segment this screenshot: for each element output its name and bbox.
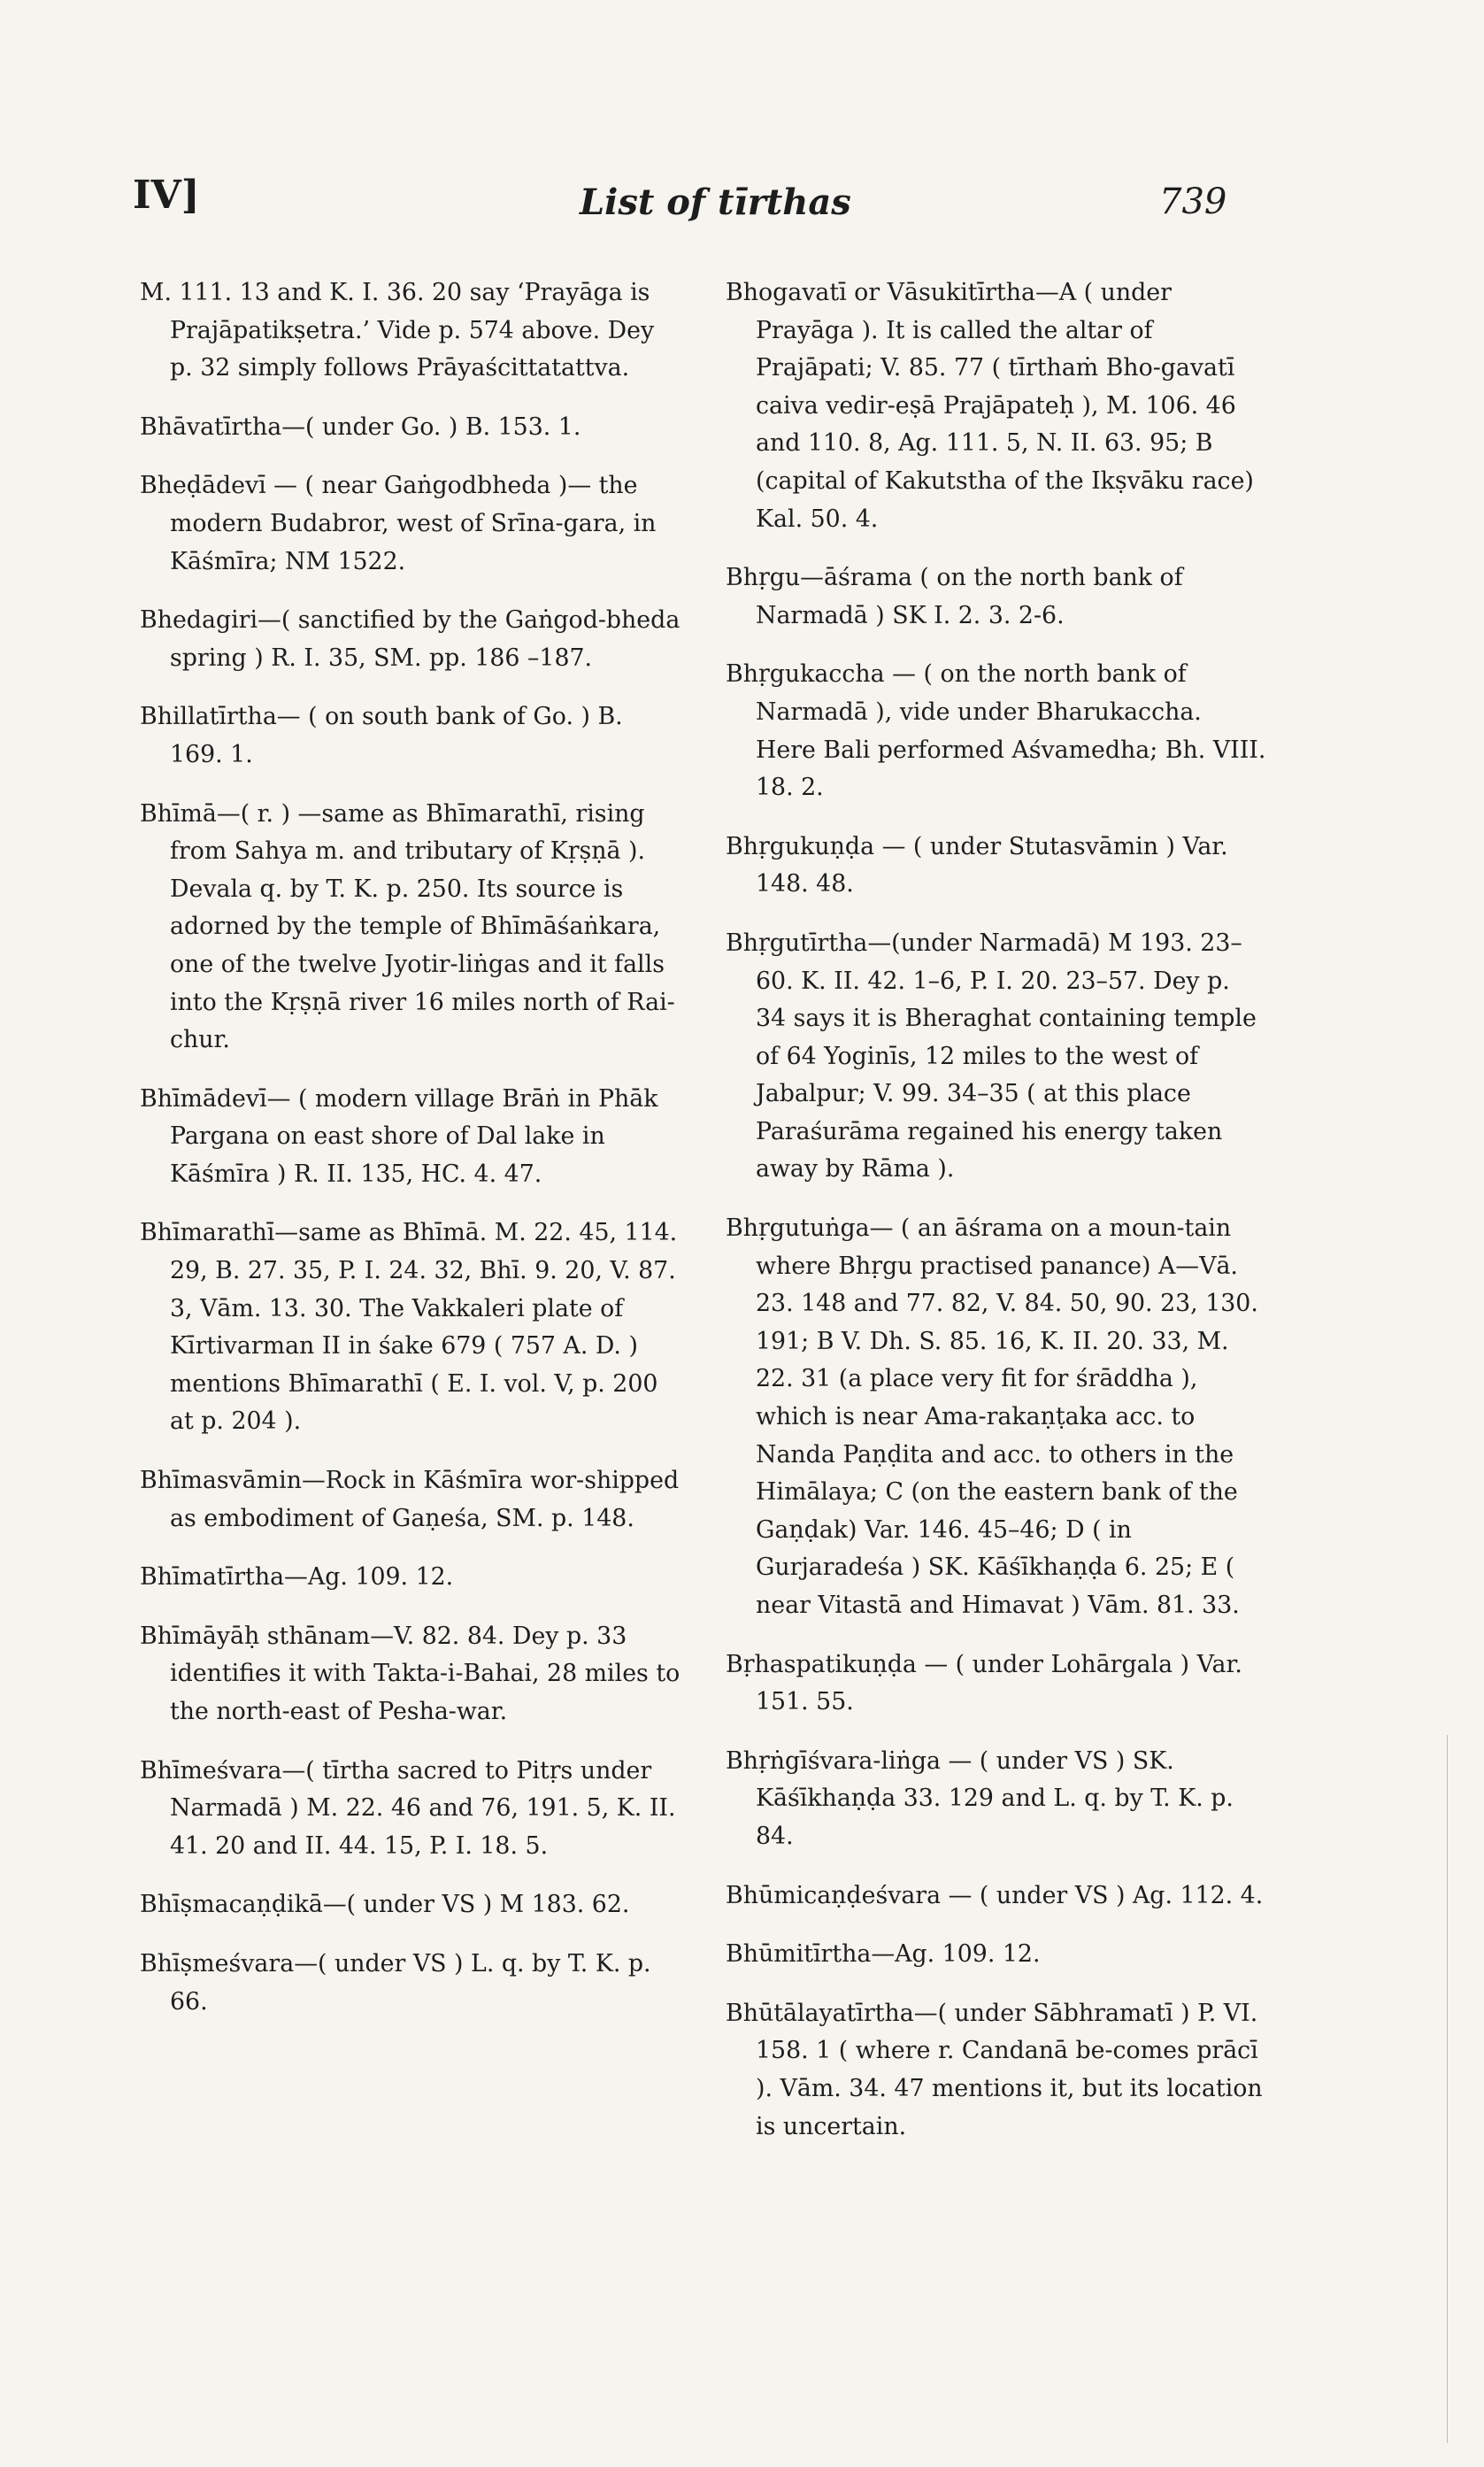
entry: Bhīmeśvara—( tīrtha sacred to Pitṛs under Narmadā ) M. 22. 46 and 76, 191. 5, K. II. 41. 20 and II. 44. 15, P. I. 18. 5. [140,1756,676,1860]
entry: Bhṛgutīrtha—(under Narmadā) M 193. 23–60. K. II. 42. 1–6, P. I. 20. 23–57. Dey p. 34 says it is Bheraghat containing temple of 64 Yoginīs, 12 miles to the west of Jabalpur; V. 99. 34–35 ( at this place Paraśurāma regained his energy taken away by Rāma ). [726,929,1257,1183]
entry: Bhedagiri—( sanctified by the Gaṅgod-bheda spring ) R. I. 35, SM. pp. 186 –187. [140,606,680,672]
entry: Bhūtālayatīrtha—( under Sābhramatī ) P. VI. 158. 1 ( where r. Candanā be-comes prācī ). Vām. 34. 47 mentions it, but its location is uncertain. [726,1999,1263,2140]
entry: Bhūmitīrtha—Ag. 109. 12. [726,1940,1041,1969]
entry: Bhillatīrtha— ( on south bank of Go. ) B. 169. 1. [140,703,623,768]
page-header [0,0,1484,266]
right-column [726,274,1267,2167]
entry: Bhīmasvāmin—Rock in Kāśmīra wor-shipped as embodiment of Gaṇeśa, SM. p. 148. [140,1467,680,1532]
entry: Bhīmāyāḥ sthānam—V. 82. 84. Dey p. 33 identifies it with Takta-i-Bahai, 28 miles to the north-east of Pesha-war. [140,1622,680,1725]
page-number: 739 [1159,181,1227,222]
entry: Bhṛgutuṅga— ( an āśrama on a moun-tain where Bhṛgu practised panance) A—Vā. 23. 148 and 77. 82, V. 84. 50, 90. 23, 130. 191; B V. Dh. S. 85. 16, K. II. 20. 33, M. 22. 31 (a place very fit for śrāddha ), which is near Ama-rakaṇṭaka acc. to Nanda Paṇḍita and acc. to others in the Himālaya; C (on the eastern bank of the Gaṇḍak) Var. 146. 45–46; D ( in Gurjaradeśa ) SK. Kāśīkhaṇḍa 6. 25; E ( near Vitastā and Himavat ) Vām. 81. 33. [726,1214,1258,1619]
entry: Bhīmarathī—same as Bhīmā. M. 22. 45, 114. 29, B. 27. 35, P. I. 24. 32, Bhī. 9. 20, V. 87. 3, Vām. 13. 30. The Vakkaleri plate of Kīrtivarman II in śake 679 ( 757 A. D. ) mentions Bhīmarathī ( E. I. vol. V, p. 200 at p. 204 ). [140,1219,678,1436]
entry: Bhṛgu—āśrama ( on the north bank of Narmadā ) SK I. 2. 3. 2-6. [726,564,1183,629]
entry: Bheḍādevī — ( near Gaṅgodbheda )— the modern Budabror, west of Srīna-gara, in Kāśmīra; NM 1522. [140,472,657,575]
entry: Bhīmatīrtha—Ag. 109. 12. [140,1563,454,1592]
entry: Bhūmicaṇḍeśvara — ( under VS ) Ag. 112. 4. [726,1881,1264,1909]
section-marker: IV] [133,173,200,218]
margin-rule [1447,1735,1448,2443]
entry: Bhīṣmeśvara—( under VS ) L. q. by T. K. p. 66. [140,1949,651,2016]
running-title: List of tīrthas [580,181,851,223]
entry: Bhogavatī or Vāsukitīrtha—A ( under Prayāga ). It is called the altar of Prajāpati; V. 85. 77 ( tīrthaṁ Bho-gavatī caiva vedir-eṣā Prajāpateḥ ), M. 106. 46 and 110. 8, Ag. 111. 5, N. II. 63. 95; B (capital of Kakutstha of the Ikṣvāku race) Kal. 50. 4. [726,279,1254,533]
entry: Bhṛgukuṇḍa — ( under Stutasvāmin ) Var. 148. 48. [726,832,1228,898]
entry: Bhṛgukaccha — ( on the north bank of Narmadā ), vide under Bharukaccha. Here Bali performed Aśvamedha; Bh. VIII. 18. 2. [726,660,1266,802]
entry: Bhīmādevī— ( modern village Brāṅ in Phāk Pargana on east shore of Dal lake in Kāśmīra ) R. II. 135, HC. 4. 47. [140,1084,658,1188]
entry: Bhṛṅgīśvara-liṅga — ( under VS ) SK. Kāśīkhaṇḍa 33. 129 and L. q. by T. K. p. 84. [726,1746,1234,1850]
entry: Bhīṣmacaṇḍikā—( under VS ) M 183. 62. [140,1891,630,1919]
left-column [140,274,681,2042]
entry: Bhīmā—( r. ) —same as Bhīmarathī, rising from Sahya m. and tributary of Kṛṣṇā ). Devala q. by T. K. p. 250. Its source is adorned by the temple of Bhīmāśaṅkara, one of the twelve Jyotir-liṅgas and it falls into the Kṛṣṇā river 16 miles north of Rai-chur. [140,799,675,1054]
entry: Bhāvatīrtha—( under Go. ) B. 153. 1. [140,412,581,441]
entry: M. 111. 13 and K. I. 36. 20 say ‘Prayāga is Prajāpatikṣetra.’ Vide p. 574 above. Dey p. 32 simply follows Prāyaścittatattva. [140,279,655,382]
entry: Bṛhaspatikuṇḍa — ( under Lohārgala ) Var. 151. 55. [726,1650,1242,1716]
